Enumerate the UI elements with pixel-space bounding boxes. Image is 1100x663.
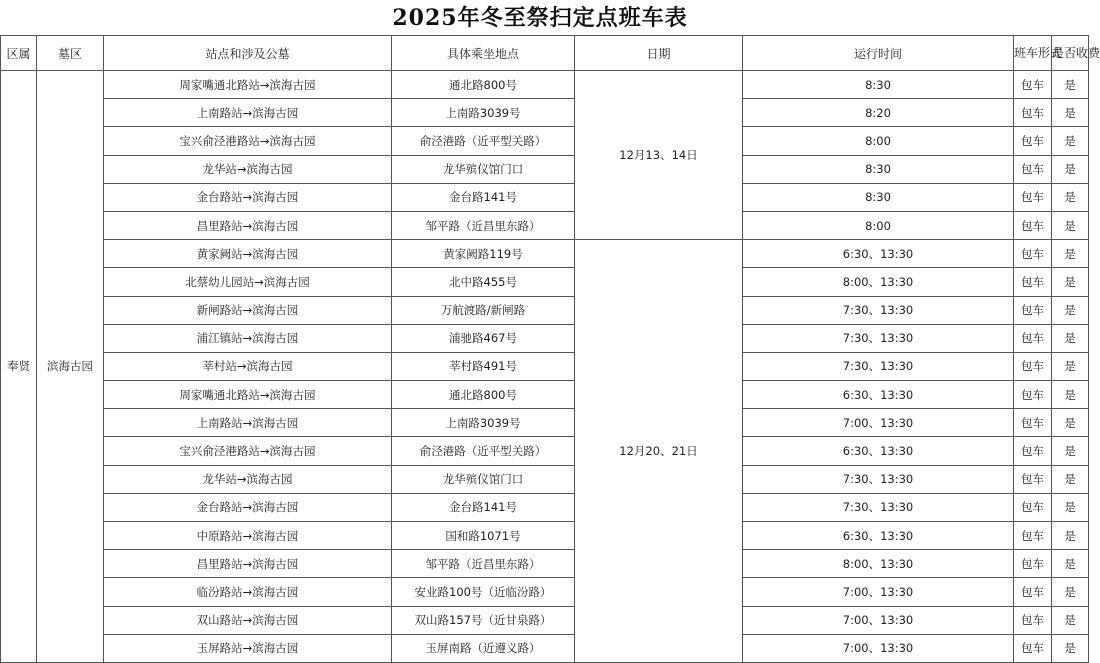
header-stations: 站点和涉及公墓	[104, 36, 392, 71]
station-cell: 上南路站→滨海古园	[104, 409, 392, 437]
pickup-cell: 上南路3039号	[392, 409, 575, 437]
station-cell: 浦江镇站→滨海古园	[104, 324, 392, 352]
time-cell: 7:00、13:30	[743, 606, 1014, 634]
time-cell: 8:30	[743, 183, 1014, 211]
station-cell: 宝兴俞泾港路站→滨海古园	[104, 127, 392, 155]
fee-cell: 是	[1052, 381, 1089, 409]
fee-cell: 是	[1052, 465, 1089, 493]
station-cell: 新闸路站→滨海古园	[104, 296, 392, 324]
fee-cell: 是	[1052, 268, 1089, 296]
type-cell: 包车	[1014, 71, 1052, 99]
table-row	[1, 99, 1089, 127]
cemetery-cell: 滨海古园	[37, 71, 104, 663]
fee-cell: 是	[1052, 71, 1089, 99]
time-cell: 6:30、13:30	[743, 437, 1014, 465]
type-cell: 包车	[1014, 606, 1052, 634]
fee-cell: 是	[1052, 183, 1089, 211]
table-row	[1, 240, 1089, 268]
pickup-cell: 通北路800号	[392, 381, 575, 409]
pickup-cell: 玉屏南路（近遵义路）	[392, 634, 575, 662]
type-cell: 包车	[1014, 155, 1052, 183]
pickup-cell: 通北路800号	[392, 71, 575, 99]
header-district: 区属	[1, 36, 37, 71]
time-cell: 6:30、13:30	[743, 381, 1014, 409]
time-cell: 8:30	[743, 71, 1014, 99]
table-row	[1, 296, 1089, 324]
table-row	[1, 493, 1089, 521]
table-row	[1, 606, 1089, 634]
type-cell: 包车	[1014, 409, 1052, 437]
time-cell: 6:30、13:30	[743, 240, 1014, 268]
pickup-cell: 金台路141号	[392, 493, 575, 521]
station-cell: 金台路站→滨海古园	[104, 493, 392, 521]
type-cell: 包车	[1014, 127, 1052, 155]
type-cell: 包车	[1014, 465, 1052, 493]
fee-cell: 是	[1052, 606, 1089, 634]
fee-cell: 是	[1052, 437, 1089, 465]
pickup-cell: 邹平路（近昌里东路）	[392, 211, 575, 239]
time-cell: 7:30、13:30	[743, 465, 1014, 493]
table-row	[1, 183, 1089, 211]
table-body	[1, 71, 1089, 663]
pickup-cell: 莘村路491号	[392, 352, 575, 380]
header-type: 班车形式	[1014, 36, 1052, 71]
type-cell: 包车	[1014, 634, 1052, 662]
pickup-cell: 金台路141号	[392, 183, 575, 211]
fee-cell: 是	[1052, 324, 1089, 352]
header-fee: 是否收费	[1052, 36, 1089, 71]
pickup-cell: 俞泾港路（近平型关路）	[392, 437, 575, 465]
pickup-cell: 俞泾港路（近平型关路）	[392, 127, 575, 155]
type-cell: 包车	[1014, 240, 1052, 268]
fee-cell: 是	[1052, 296, 1089, 324]
time-cell: 7:30、13:30	[743, 352, 1014, 380]
header-cemetery: 墓区	[37, 36, 104, 71]
district-cell: 奉贤	[1, 71, 37, 663]
fee-cell: 是	[1052, 127, 1089, 155]
header-date: 日期	[575, 36, 743, 71]
fee-cell: 是	[1052, 634, 1089, 662]
type-cell: 包车	[1014, 550, 1052, 578]
pickup-cell: 浦驰路467号	[392, 324, 575, 352]
time-cell: 7:30、13:30	[743, 296, 1014, 324]
station-cell: 玉屏路站→滨海古园	[104, 634, 392, 662]
type-cell: 包车	[1014, 493, 1052, 521]
table-row	[1, 634, 1089, 662]
station-cell: 昌里路站→滨海古园	[104, 211, 392, 239]
table-row	[1, 127, 1089, 155]
type-cell: 包车	[1014, 437, 1052, 465]
table-row	[1, 522, 1089, 550]
table-row	[1, 155, 1089, 183]
time-cell: 7:00、13:30	[743, 634, 1014, 662]
type-cell: 包车	[1014, 352, 1052, 380]
page-title: 2025年冬至祭扫定点班车表	[392, 5, 688, 31]
pickup-cell: 上南路3039号	[392, 99, 575, 127]
station-cell: 临汾路站→滨海古园	[104, 578, 392, 606]
station-cell: 莘村站→滨海古园	[104, 352, 392, 380]
time-cell: 6:30、13:30	[743, 522, 1014, 550]
station-cell: 中原路站→滨海古园	[104, 522, 392, 550]
time-cell: 8:30	[743, 155, 1014, 183]
pickup-cell: 双山路157号（近甘泉路）	[392, 606, 575, 634]
type-cell: 包车	[1014, 183, 1052, 211]
fee-cell: 是	[1052, 352, 1089, 380]
table-row	[1, 578, 1089, 606]
station-cell: 周家嘴通北路站→滨海古园	[104, 71, 392, 99]
pickup-cell: 万航渡路/新闸路	[392, 296, 575, 324]
station-cell: 昌里路站→滨海古园	[104, 550, 392, 578]
table-row	[1, 465, 1089, 493]
shuttle-schedule-table	[0, 35, 1100, 663]
table-row	[1, 550, 1089, 578]
pickup-cell: 黄家阙路119号	[392, 240, 575, 268]
table-row	[1, 352, 1089, 380]
fee-cell: 是	[1052, 522, 1089, 550]
date-cell: 12月20、21日	[575, 240, 743, 663]
pickup-cell: 安业路100号（近临汾路）	[392, 578, 575, 606]
station-cell: 龙华站→滨海古园	[104, 155, 392, 183]
type-cell: 包车	[1014, 296, 1052, 324]
fee-cell: 是	[1052, 211, 1089, 239]
station-cell: 北蔡幼儿园站→滨海古园	[104, 268, 392, 296]
time-cell: 8:00、13:30	[743, 268, 1014, 296]
type-cell: 包车	[1014, 268, 1052, 296]
table-row	[1, 437, 1089, 465]
table-row	[1, 381, 1089, 409]
fee-cell: 是	[1052, 550, 1089, 578]
station-cell: 金台路站→滨海古园	[104, 183, 392, 211]
station-cell: 周家嘴通北路站→滨海古园	[104, 381, 392, 409]
type-cell: 包车	[1014, 522, 1052, 550]
time-cell: 7:00、13:30	[743, 409, 1014, 437]
time-cell: 8:20	[743, 99, 1014, 127]
fee-cell: 是	[1052, 578, 1089, 606]
time-cell: 7:30、13:30	[743, 324, 1014, 352]
station-cell: 上南路站→滨海古园	[104, 99, 392, 127]
header-time: 运行时间	[743, 36, 1014, 71]
type-cell: 包车	[1014, 99, 1052, 127]
station-cell: 双山路站→滨海古园	[104, 606, 392, 634]
type-cell: 包车	[1014, 381, 1052, 409]
table-row	[1, 324, 1089, 352]
fee-cell: 是	[1052, 155, 1089, 183]
time-cell: 8:00、13:30	[743, 550, 1014, 578]
time-cell: 8:00	[743, 127, 1014, 155]
station-cell: 黄家阙站→滨海古园	[104, 240, 392, 268]
table-row	[1, 71, 1089, 99]
station-cell: 宝兴俞泾港路站→滨海古园	[104, 437, 392, 465]
fee-cell: 是	[1052, 409, 1089, 437]
header-pickup: 具体乘坐地点	[392, 36, 575, 71]
fee-cell: 是	[1052, 493, 1089, 521]
table-row	[1, 268, 1089, 296]
table-row	[1, 409, 1089, 437]
pickup-cell: 国和路1071号	[392, 522, 575, 550]
type-cell: 包车	[1014, 324, 1052, 352]
pickup-cell: 龙华殡仪馆门口	[392, 155, 575, 183]
fee-cell: 是	[1052, 240, 1089, 268]
pickup-cell: 邹平路（近昌里东路）	[392, 550, 575, 578]
fee-cell: 是	[1052, 99, 1089, 127]
time-cell: 8:00	[743, 211, 1014, 239]
type-cell: 包车	[1014, 211, 1052, 239]
pickup-cell: 龙华殡仪馆门口	[392, 465, 575, 493]
table-header-row	[1, 36, 1089, 71]
station-cell: 龙华站→滨海古园	[104, 465, 392, 493]
date-cell: 12月13、14日	[575, 71, 743, 240]
time-cell: 7:00、13:30	[743, 578, 1014, 606]
table-row	[1, 211, 1089, 239]
pickup-cell: 北中路455号	[392, 268, 575, 296]
time-cell: 7:30、13:30	[743, 493, 1014, 521]
type-cell: 包车	[1014, 578, 1052, 606]
